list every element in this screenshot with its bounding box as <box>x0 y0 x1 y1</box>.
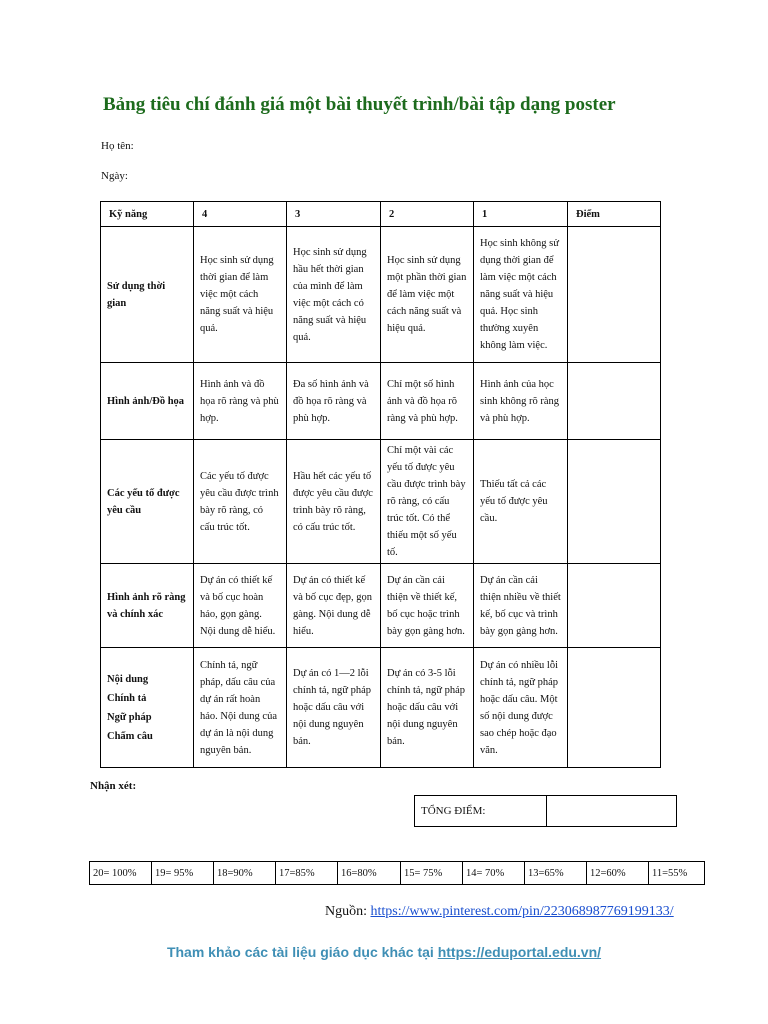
header-level-1: 1 <box>474 202 568 227</box>
total-score-table <box>414 795 677 827</box>
grading-scale-row <box>90 862 705 885</box>
comments-label: Nhận xét: <box>90 780 137 792</box>
rubric-row <box>101 227 661 363</box>
name-label: Họ tên: <box>101 140 134 152</box>
scale-cell: 11=55% <box>649 862 705 885</box>
source-line <box>325 904 674 920</box>
criteria-cell: Học sinh sử dụng một phần thời gian để làm việc một cách năng suất và hiệu quả. <box>381 227 474 363</box>
criteria-cell: Chỉ một vài các yếu tố được yêu cầu được trình bày rõ ràng, có cấu trúc tốt. Có thể thiếu một số yếu tố. <box>381 440 474 564</box>
header-level-2: 2 <box>381 202 474 227</box>
score-cell[interactable] <box>568 440 661 564</box>
scale-cell: 20= 100% <box>90 862 152 885</box>
criteria-cell: Chính tả, ngữ pháp, dấu câu của dự án rất hoàn hảo. Nội dung của dự án là nội dung nguyên bản. <box>194 648 287 768</box>
total-score-label: TỔNG ĐIỂM: <box>415 796 547 827</box>
skill-cell: Hình ảnh/Đồ họa <box>101 363 194 440</box>
criteria-cell: Chỉ một số hình ảnh và đồ họa rõ ràng và phù hợp. <box>381 363 474 440</box>
criteria-cell: Dự án có thiết kế và bố cục hoàn hảo, gọn gàng. Nội dung dễ hiểu. <box>194 564 287 648</box>
rubric-row <box>101 440 661 564</box>
rubric-row <box>101 363 661 440</box>
rubric-table <box>100 201 661 768</box>
header-skill: Kỹ năng <box>101 202 194 227</box>
source-link[interactable]: https://www.pinterest.com/pin/223068987769199133/ <box>370 904 674 919</box>
skill-cell: Sử dụng thời gian <box>101 227 194 363</box>
page-title: Bảng tiêu chí đánh giá một bài thuyết trình/bài tập dạng poster <box>103 94 616 115</box>
criteria-cell: Dự án có 3-5 lỗi chính tả, ngữ pháp hoặc dấu câu với nội dung nguyên bản. <box>381 648 474 768</box>
skill-cell: Các yếu tố được yêu cầu <box>101 440 194 564</box>
skill-cell: Nội dung Chính tả Ngữ pháp Chấm câu <box>101 648 194 768</box>
criteria-cell: Đa số hình ảnh và đồ họa rõ ràng và phù hợp. <box>287 363 381 440</box>
scale-cell: 17=85% <box>276 862 338 885</box>
score-cell[interactable] <box>568 363 661 440</box>
criteria-cell: Hầu hết các yếu tố được yêu cầu được trình bày rõ ràng, có cấu trúc tốt. <box>287 440 381 564</box>
rubric-header-row <box>101 202 661 227</box>
criteria-cell: Dự án có nhiều lỗi chính tả, ngữ pháp hoặc dấu câu. Một số nội dung được sao chép hoặc đạo văn. <box>474 648 568 768</box>
footer-text: Tham khảo các tài liệu giáo dục khác tại <box>166 944 434 960</box>
source-label: Nguồn: <box>325 904 367 919</box>
criteria-cell: Thiếu tất cả các yếu tố được yêu cầu. <box>474 440 568 564</box>
score-cell[interactable] <box>568 648 661 768</box>
criteria-cell: Dự án có thiết kế và bố cục đẹp, gọn gàng. Nội dung dễ hiểu. <box>287 564 381 648</box>
scale-cell: 12=60% <box>587 862 649 885</box>
criteria-cell: Học sinh không sử dụng thời gian để làm việc một cách năng suất và hiệu quả. Học sinh thường xuyên không làm việc. <box>474 227 568 363</box>
scale-cell: 14= 70% <box>463 862 525 885</box>
footer-link[interactable]: https://eduportal.edu.vn/ <box>437 944 602 960</box>
scale-cell: 15= 75% <box>401 862 463 885</box>
score-cell[interactable] <box>568 564 661 648</box>
criteria-cell: Hình ảnh và đồ họa rõ ràng và phù hợp. <box>194 363 287 440</box>
date-label: Ngày: <box>101 170 128 182</box>
total-score-value[interactable] <box>547 796 677 827</box>
scale-cell: 13=65% <box>525 862 587 885</box>
scale-cell: 16=80% <box>338 862 401 885</box>
scale-cell: 19= 95% <box>152 862 214 885</box>
header-score: Điểm <box>568 202 661 227</box>
criteria-cell: Dự án cần cải thiện nhiều về thiết kế, bố cục và trình bày gọn gàng hơn. <box>474 564 568 648</box>
grading-scale-table <box>89 861 705 885</box>
criteria-cell: Dự án cần cải thiện về thiết kế, bố cục hoặc trình bày gọn gàng hơn. <box>381 564 474 648</box>
criteria-cell: Hình ảnh của học sinh không rõ ràng và phù hợp. <box>474 363 568 440</box>
scale-cell: 18=90% <box>214 862 276 885</box>
criteria-cell: Học sinh sử dụng hầu hết thời gian của mình để làm việc một cách có năng suất và hiệu quả. <box>287 227 381 363</box>
rubric-row <box>101 648 661 768</box>
criteria-cell: Dự án có 1—2 lỗi chính tả, ngữ pháp hoặc dấu câu với nội dung nguyên bản. <box>287 648 381 768</box>
header-level-3: 3 <box>287 202 381 227</box>
skill-cell: Hình ảnh rõ ràng và chính xác <box>101 564 194 648</box>
criteria-cell: Học sinh sử dụng thời gian để làm việc một cách năng suất và hiệu quả. <box>194 227 287 363</box>
footer-line <box>0 944 768 960</box>
header-level-4: 4 <box>194 202 287 227</box>
criteria-cell: Các yếu tố được yêu cầu được trình bày rõ ràng, có cấu trúc tốt. <box>194 440 287 564</box>
score-cell[interactable] <box>568 227 661 363</box>
rubric-row <box>101 564 661 648</box>
